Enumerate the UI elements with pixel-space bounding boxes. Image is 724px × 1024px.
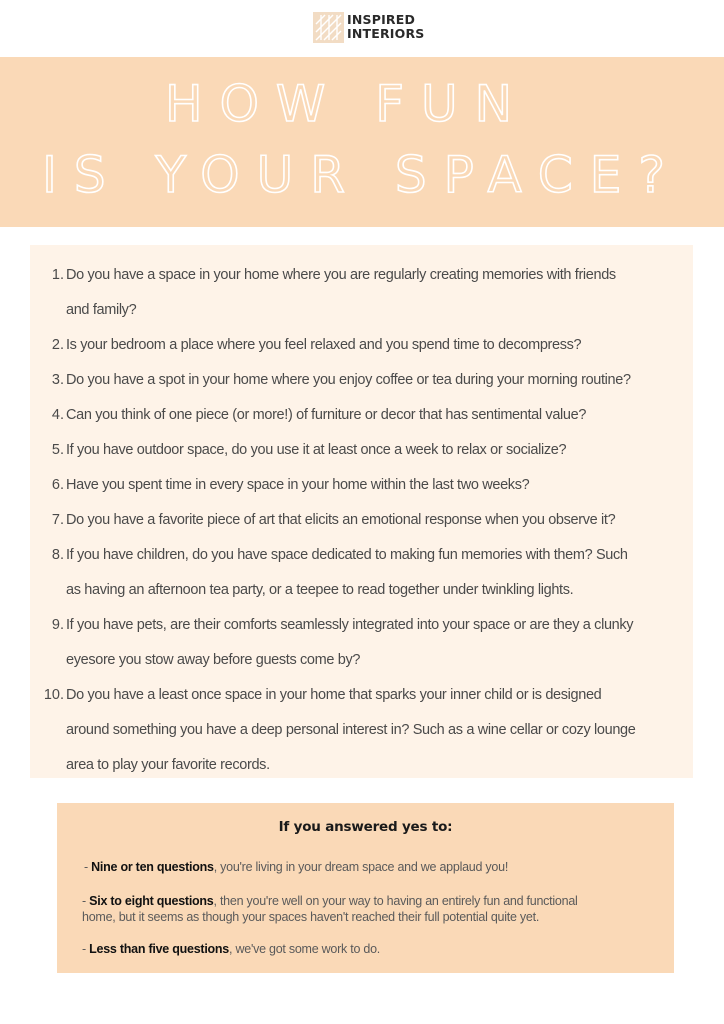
brand-logo [313, 12, 443, 44]
question-text: Have you spent time in every space in your home within the last two weeks? [66, 477, 530, 493]
question-number: 7. [51, 512, 64, 528]
question-text: Do you have a favorite piece of art that elicits an emotional response when you observe it? [66, 512, 616, 528]
question-text: If you have children, do you have space dedicated to making fun memories with them? Such [66, 547, 628, 563]
title-line-1: HOW FUN [164, 75, 530, 133]
question-item [36, 503, 696, 538]
question-text: Do you have a least once space in your home that sparks your inner child or is designed [66, 687, 602, 703]
questions-list [36, 258, 696, 783]
question-item [36, 678, 696, 783]
result-prefix: - [82, 942, 90, 956]
question-text: If you have outdoor space, do you use it at least once a week to relax or socialize? [66, 442, 567, 458]
result-text-continued: home, but it seems as though your spaces haven't reached their full potential quite yet. [82, 910, 540, 924]
question-item [36, 538, 696, 608]
question-number: 3. [51, 372, 64, 388]
result-text: , then you're well on your way to having an entirely fun and functional [213, 894, 578, 908]
title-line-2: IS YOUR SPACE? [42, 146, 682, 204]
question-text: around something you have a deep personal interest in? Such as a wine cellar or cozy lounge [66, 722, 636, 738]
question-text: Is your bedroom a place where you feel relaxed and you spend time to decompress? [66, 337, 582, 353]
question-text: If you have pets, are their comforts seamlessly integrated into your space or are they a clunky [66, 617, 634, 633]
brand-line-1: INSPIRED [347, 12, 416, 27]
question-item [36, 363, 696, 398]
result-nine-or-ten [84, 859, 654, 875]
result-prefix: - [84, 860, 92, 874]
question-text: area to play your favorite records. [66, 757, 270, 773]
question-number: 9. [51, 617, 64, 633]
result-prefix: - [82, 894, 90, 908]
question-item [36, 398, 696, 433]
question-number: 4. [51, 407, 64, 423]
result-text: , you're living in your dream space and we applaud you! [213, 860, 509, 874]
result-label: Less than five questions [89, 942, 230, 956]
question-number: 2. [51, 337, 64, 353]
question-item [36, 468, 696, 503]
result-label: Nine or ten questions [91, 860, 214, 874]
question-item [36, 258, 696, 328]
question-text: and family? [66, 302, 137, 318]
result-six-to-eight [82, 893, 652, 925]
question-text: eyesore you stow away before guests come by? [66, 652, 361, 668]
question-text: Do you have a space in your home where you are regularly creating memories with friends [66, 267, 616, 283]
question-number: 1. [51, 267, 64, 283]
result-label: Six to eight questions [89, 894, 214, 908]
question-text: Can you think of one piece (or more!) of furniture or decor that has sentimental value? [66, 407, 587, 423]
question-item [36, 328, 696, 363]
question-number: 8. [51, 547, 64, 563]
logo-mark-icon [313, 12, 344, 43]
question-item [36, 433, 696, 468]
brand-line-2: INTERIORS [347, 26, 425, 41]
question-number: 10. [43, 687, 64, 703]
question-number: 6. [51, 477, 64, 493]
question-text: as having an afternoon tea party, or a teepee to read together under twinkling lights. [66, 582, 574, 598]
brand-name [347, 13, 425, 41]
result-text: , we've got some work to do. [229, 942, 381, 956]
title-banner [0, 57, 724, 227]
question-item [36, 608, 696, 678]
results-heading: If you answered yes to: [278, 819, 453, 835]
question-number: 5. [51, 442, 64, 458]
result-less-than-five [82, 941, 652, 957]
question-text: Do you have a spot in your home where you enjoy coffee or tea during your morning routine? [66, 372, 631, 388]
